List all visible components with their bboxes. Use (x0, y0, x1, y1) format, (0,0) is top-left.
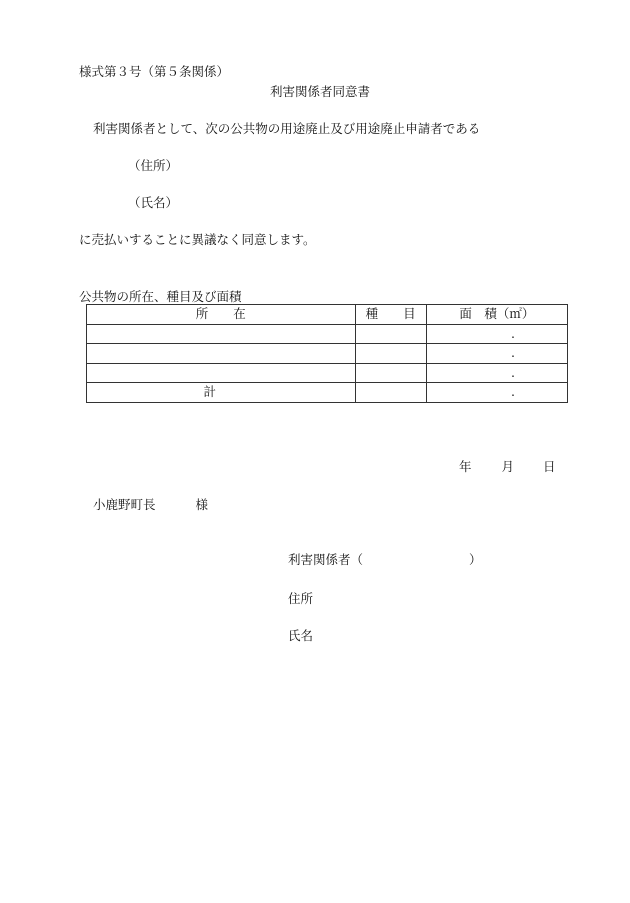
table-row (87, 344, 568, 364)
header-area: 面 積（㎡） (426, 305, 567, 325)
table-caption: 公共物の所在、種目及び面積 (79, 289, 242, 304)
table-row (87, 363, 568, 383)
signature-address-label: 住所 (288, 591, 314, 606)
property-table (86, 304, 568, 403)
addressee-name: 小鹿野町長 (93, 497, 156, 512)
interested-party-line (288, 552, 482, 568)
date-month: 月 (501, 459, 515, 474)
addressee-honorific: 様 (195, 497, 209, 512)
interested-party-close: ） (469, 552, 482, 567)
consent-statement: 利害関係者として、次の公共物の用途廃止及び用途廃止申請者である (93, 121, 481, 136)
date-day: 日 (543, 459, 556, 474)
cell-area[interactable]: . (426, 363, 567, 383)
cell-type[interactable] (355, 324, 426, 344)
cell-area[interactable]: . (426, 324, 567, 344)
header-location: 所 在 (87, 305, 356, 325)
date-year: 年 (459, 459, 472, 474)
interested-party-label: 利害関係者（ (288, 552, 364, 567)
table-total-row (87, 383, 568, 403)
applicant-address-label: （住所） (128, 158, 179, 173)
total-label: 計 (87, 383, 356, 403)
total-area[interactable]: . (426, 383, 567, 403)
header-type: 種 目 (355, 305, 426, 325)
addressee-line (93, 497, 208, 513)
cell-area[interactable]: . (426, 344, 567, 364)
cell-location[interactable] (87, 363, 356, 383)
cell-type[interactable] (355, 363, 426, 383)
consent-conclusion: に売払いすることに異議なく同意します。 (79, 232, 316, 247)
cell-location[interactable] (87, 344, 356, 364)
applicant-name-label: （氏名） (128, 195, 179, 210)
total-type[interactable] (355, 383, 426, 403)
cell-type[interactable] (355, 344, 426, 364)
cell-location[interactable] (87, 324, 356, 344)
signature-name-label: 氏名 (288, 628, 314, 643)
date-line (459, 459, 556, 475)
document-title: 利害関係者同意書 (270, 84, 371, 99)
form-number: 様式第３号（第５条関係） (79, 64, 230, 79)
table-row (87, 324, 568, 344)
table-header-row (87, 305, 568, 325)
